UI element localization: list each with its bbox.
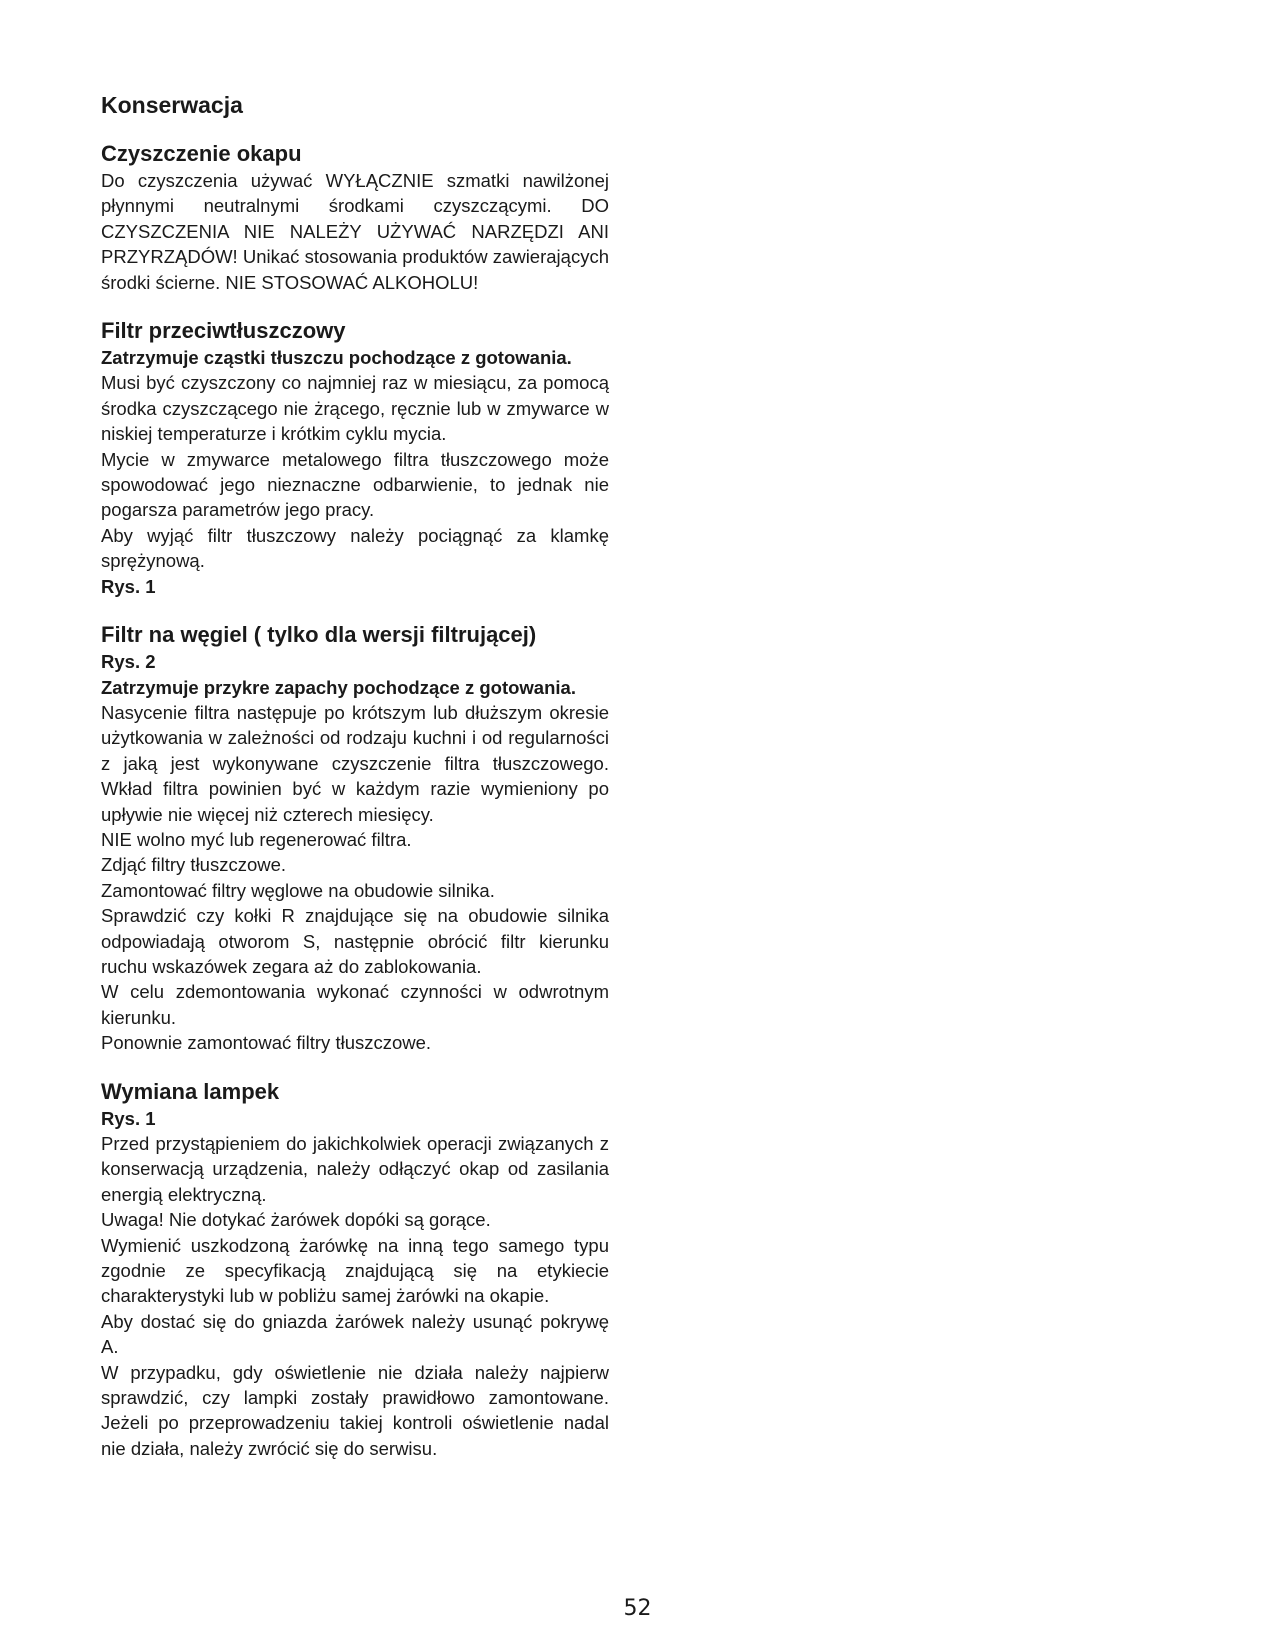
grease-filter-paragraph-2: Mycie w zmywarce metalowego filtra tłuszczowego może spowodować jego nieznaczne odbarwienie, to jednak nie pogarsza parametrów jego pracy. (101, 448, 609, 521)
page-title: Konserwacja (101, 92, 243, 118)
lamps-paragraph-2: Uwaga! Nie dotykać żarówek dopóki są gorące. (101, 1209, 491, 1231)
carbon-filter-subheading: Zatrzymuje przykre zapachy pochodzące z gotowania. (101, 676, 576, 698)
grease-filter-paragraph-3: Aby wyjąć filtr tłuszczowy należy pociągnąć za klamkę sprężynową. (101, 524, 609, 572)
lamps-paragraph-1: Przed przystąpieniem do jakichkolwiek operacji związanych z konserwacją urządzenia, należy odłączyć okap od zasilania energią elektryczną. (101, 1133, 609, 1205)
carbon-filter-paragraph-3: Zdjąć filtry tłuszczowe. (101, 854, 287, 876)
section-grease-filter (101, 317, 609, 599)
grease-filter-figure-ref: Rys. 1 (101, 575, 156, 597)
carbon-filter-paragraph-7: Ponownie zamontować filtry tłuszczowe. (101, 1032, 432, 1054)
grease-filter-heading: Filtr przeciwtłuszczowy (101, 318, 346, 344)
section-lamps (101, 1078, 609, 1462)
lamps-paragraph-5: W przypadku, gdy oświetlenie nie działa należy najpierw sprawdzić, czy lampki zostały prawidłowo zamontowane. Jeżeli po przeprowadzeniu takiej kontroli oświetlenie nadal nie działa, należy zwrócić się do serwisu. (101, 1361, 609, 1459)
carbon-filter-paragraph-6: W celu zdemontowania wykonać czynności w odwrotnym kierunku. (101, 981, 609, 1028)
carbon-filter-paragraph-2: NIE wolno myć lub regenerować filtra. (101, 828, 412, 850)
cleaning-heading: Czyszczenie okapu (101, 141, 302, 166)
grease-filter-subheading: Zatrzymuje cząstki tłuszczu pochodzące z gotowania. (101, 347, 572, 369)
lamps-paragraph-4: Aby dostać się do gniazda żarówek należy usunąć pokrywę A. (101, 1310, 609, 1358)
section-cleaning (101, 140, 609, 295)
cleaning-paragraph: Do czyszczenia używać WYŁĄCZNIE szmatki nawilżonej płynnymi neutralnymi środkami czyszczącymi. DO CZYSZCZENIA NIE NALEŻY UŻYWAĆ NARZĘDZI ANI PRZYRZĄDÓW! Unikać stosowania produktów zawierających środki ścierne. NIE STOSOWAĆ ALKOHOLU! (101, 170, 609, 293)
carbon-filter-paragraph-5: Sprawdzić czy kołki R znajdujące się na obudowie silnika odpowiadają otworom S, następnie obrócić filtr kierunku ruchu wskazówek zegara aż do zablokowania. (101, 905, 609, 977)
carbon-filter-paragraph-4: Zamontować filtry węglowe na obudowie silnika. (101, 879, 495, 901)
carbon-filter-paragraph-1: Nasycenie filtra następuje po krótszym lub dłuższym okresie użytkowania w zależności od rodzaju kuchni i od regularności z jaką jest wykonywane czyszczenie filtra tłuszczowego. Wkład filtra powinien być w każdym razie wymieniony po upływie nie więcej niż czterech miesięcy. (101, 701, 609, 825)
carbon-filter-figure-ref: Rys. 2 (101, 651, 156, 673)
grease-filter-paragraph-1: Musi być czyszczony co najmniej raz w miesiącu, za pomocą środka czyszczącego nie żrącego, ręcznie lub w zmywarce w niskiej temperaturze i krótkim cyklu mycia. (101, 372, 609, 445)
carbon-filter-heading: Filtr na węgiel ( tylko dla wersji filtrującej) (101, 622, 537, 648)
lamps-heading: Wymiana lampek (101, 1078, 280, 1104)
section-carbon-filter (101, 621, 609, 1056)
document-column (101, 90, 609, 1461)
lamps-paragraph-3: Wymienić uszkodzoną żarówkę na inną tego samego typu zgodnie ze specyfikacją znajdującą się na etykiecie charakterystyki lub w pobliżu samej żarówki na okapie. (101, 1234, 609, 1307)
page-number: 52 (623, 1596, 652, 1621)
lamps-figure-ref: Rys. 1 (101, 1107, 156, 1129)
